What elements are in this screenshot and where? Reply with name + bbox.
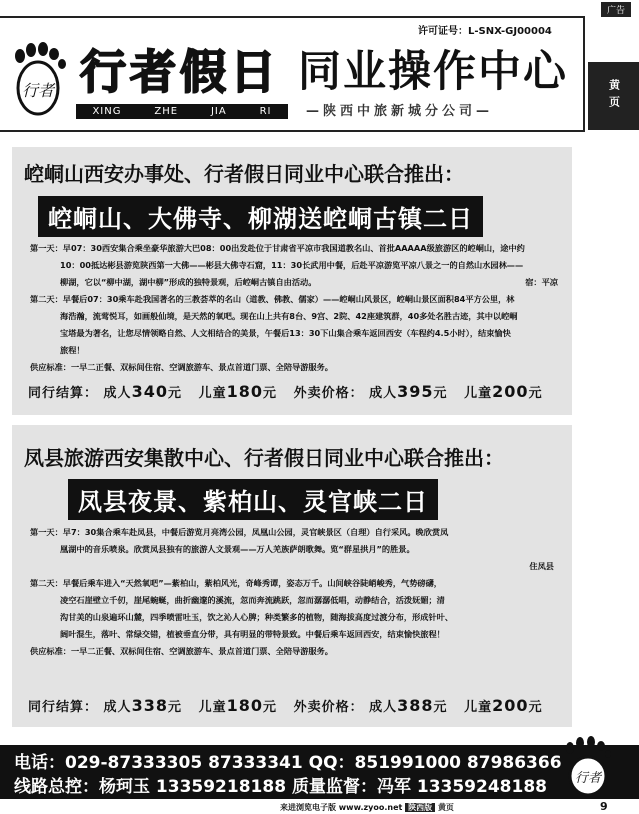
itinerary-line: 阔叶混生，落叶、常绿交错，植被垂直分带，具有明显的带特景致。中餐后乘车返回西安，结束愉快旅程！ [60,629,445,639]
panel1-supply: 供应标准：一早二正餐、双标间住宿、空调旅游车、景点首道门票、全陪导游服务。 [30,362,333,372]
adult-sale-price: 388 [397,696,434,715]
sale-label: 外卖价格： [293,700,364,715]
child-peer-price: 180 [226,382,263,401]
footprint-logo-icon [6,40,70,120]
settle-label: 同行结算： [28,386,99,401]
brand-pinyin [76,104,288,119]
brand-title: 行者假日 [80,45,280,99]
child-peer-price: 180 [226,696,263,715]
itinerary-line: 柳湖，它以“柳中湖，湖中柳”形成的独特景观，后崆峒古镇自由活动。 宿：平凉 [30,274,558,291]
itinerary-line: 海浩瀚，流莺悦耳，如画般仙境，是天然的氧吧。现在山上共有8台、9宫、2院、42座建筑群，40多处名胜古迹，其中以崆峒 [60,311,518,321]
adult-peer-price: 340 [131,382,168,401]
panel1-stay: 宿：平凉 [525,277,558,287]
panel2-stay: 住凤县 [529,561,554,571]
itinerary-line: 第一天：早7：30集合乘车赴凤县，中餐后游览月亮湾公园，凤凰山公园，灵官峡景区（自理）自行采风。晚欣赏凤 [30,527,449,537]
panel1-title: 崆峒山西安办事处、行者假日同业中心联合推出： [24,162,464,186]
pinyin-4: RI [259,106,272,117]
footprint-logo-small-icon [548,736,628,798]
itinerary-line: 凰湖中的音乐喷泉。欣赏凤县独有的旅游人文景观——万人羌族萨朗歌舞。览“群星拱月”的胜景。 [60,544,415,554]
edition-badge: 陕西版 [405,803,435,812]
itinerary-line: 凌空石崖壁立千仞，崖尾蜿蜒，曲折幽邃的溪流，忽而奔流跳跃，忽而潺潺低唱，动静结合，活泼妩媚；清 [60,595,445,605]
itinerary-line: 旅程！ [60,345,85,355]
adult-peer-price: 338 [131,696,168,715]
itinerary-line: 10：00抵达彬县游览陕西第一大佛——彬县大佛寺石窟，11：30长武用中餐，后赴平凉游览平凉八景之一的自然山水园林—— [60,260,524,270]
panel1-prices: 同行结算： 成人340元 儿童180元 外卖价格： 成人395元 儿童200元 [28,382,543,401]
panel1-banner: 崆峒山、大佛寺、柳湖送崆峒古镇二日 [38,196,483,237]
license-number: 许可证号：L-SNX-GJ00004 [418,26,552,37]
itinerary-line: 第一天：早07：30西安集合乘坐豪华旅游大巴08：00出发赴位于甘肃省平凉市我国道教名山、首批AAAAA级旅游区的崆峒山，途中约 [30,243,525,253]
page-number: 9 [600,800,608,813]
contact-phone-qq: 电话：029-87333305 87333341 QQ：851991000 87986366 [14,753,562,773]
ad-tag: 广告 [601,2,631,17]
itinerary-line: 第二天：早餐后07：30乘车赴我国著名的三教荟萃的名山（道教、佛教、儒家）——崆峒山风景区，崆峒山景区面积84平方公里，林 [30,294,515,304]
pinyin-2: ZHE [154,106,179,117]
logo-text-small: 行者 [574,771,602,786]
settle-label: 同行结算： [28,700,99,715]
panel2-supply: 供应标准：一早二正餐、双标间住宿、空调旅游车、景点首道门票、全陪导游服务。 [30,646,333,656]
sale-label: 外卖价格： [293,386,364,401]
panel2-prices: 同行结算： 成人338元 儿童180元 外卖价格： 成人388元 儿童200元 [28,696,543,715]
panel2-itinerary [30,524,558,660]
panel1-itinerary [30,240,558,376]
pinyin-3: JIA [210,106,227,117]
panel2-banner: 凤县夜景、紫柏山、灵官峡二日 [68,479,438,520]
center-title: 同业操作中心 [298,47,568,97]
itinerary-line: 沟甘美的山泉遍环山麓，四季喷雷吐玉，饮之沁人心脾；种类繁多的植物，随海拔高度过渡分布，形成针叶、 [60,612,454,622]
child-sale-price: 200 [492,382,529,401]
branch-name: —陕西中旅新城分公司— [306,104,494,119]
pinyin-1: XING [92,106,122,117]
panel2-title: 凤县旅游西安集散中心、行者假日同业中心联合推出： [24,446,504,470]
side-tab-yellow-pages: 黄页 [588,62,639,130]
itinerary-line: 宝塔最为著名，让您尽情领略自然、人文相结合的美景，午餐后13：30下山集合乘车返回西安（车程约4.5小时），结束愉快 [60,328,511,338]
contact-managers: 线路总控：杨珂玉 13359218188 质量监督：冯军 13359248188 [14,777,547,797]
section-label: 黄页 [437,803,454,812]
child-sale-price: 200 [492,696,529,715]
itinerary-line: 第二天：早餐后乘车进入“天然氧吧”—紫柏山，紫柏风光，奇峰秀谭，姿态万千。山间峡谷陡峭峻秀，气势磅礴， [30,578,442,588]
adult-sale-price: 395 [397,382,434,401]
website-text: 来进浏览电子版 www.zyoo.net [280,803,403,812]
bottom-line [280,802,454,813]
logo-text: 行者 [21,81,55,100]
